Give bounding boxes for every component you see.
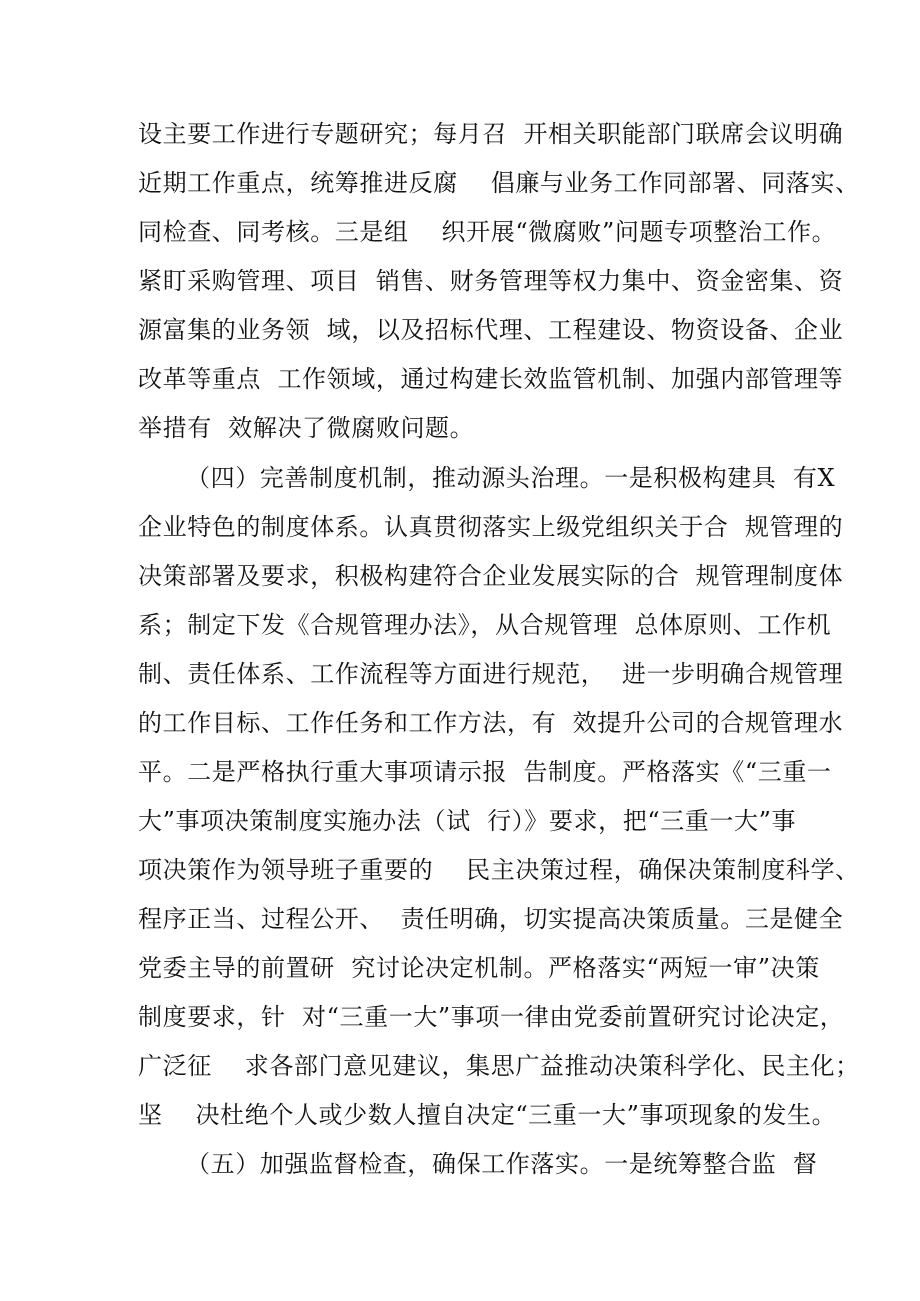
- body-text-line: 设主要工作进行专题研究；每月召 开相关职能部门联席会议明确: [138, 120, 844, 148]
- body-text-line: 举措有 效解决了微腐败问题。: [138, 414, 475, 442]
- body-text-line: 紧盯采购管理、项目 销售、财务管理等权力集中、资金密集、资: [138, 267, 844, 295]
- body-text-line: 的工作目标、工作任务和工作方法，有 效提升公司的合规管理水: [138, 709, 844, 737]
- section-heading-line: （五）加强监督检查，确保工作落实。一是统筹整合监 督: [186, 1150, 818, 1178]
- body-text-line: 程序正当、过程公开、 责任明确，切实提高决策质量。三是健全: [138, 905, 844, 933]
- body-text-line: 党委主导的前置研 究讨论决定机制。严格落实“两短一审”决策: [138, 954, 820, 982]
- body-text-line: 坚 决杜绝个人或少数人擅自决定“三重一大”事项现象的发生。: [138, 1101, 837, 1129]
- body-text-line: 平。二是严格执行重大事项请示报 告制度。严格落实《“三重一: [138, 758, 832, 786]
- body-text-line: 广泛征 求各部门意见建议，集思广益推动决策科学化、民主化；: [138, 1052, 860, 1080]
- body-text-line: 改革等重点 工作领域，通过构建长效监管机制、加强内部管理等: [138, 365, 844, 393]
- section-heading-line: （四）完善制度机制，推动源头治理。一是积极构建具 有X: [186, 464, 836, 492]
- body-text-line: 系；制定下发《合规管理办法》，从合规管理 总体原则、工作机: [138, 611, 832, 639]
- body-text-line: 同检查、同考核。三是组 织开展“微腐败”问题专项整治工作。: [138, 218, 837, 246]
- body-text-line: 源富集的业务领 域，以及招标代理、工程建设、物资设备、企业: [138, 316, 844, 344]
- body-text-line: 大”事项决策制度实施办法（试 行）》要求，把“三重一大”事: [138, 807, 797, 835]
- body-text-line: 制度要求，针 对“三重一大”事项一律由党委前置研究讨论决定，: [138, 1003, 845, 1031]
- body-text-line: 项决策作为领导班子重要的 民主决策过程，确保决策制度科学、: [138, 856, 860, 884]
- body-text-line: 制、责任体系、工作流程等方面进行规范， 进一步明确合规管理: [138, 660, 844, 688]
- body-text-line: 决策部署及要求，积极构建符合企业发展实际的合 规管理制度体: [138, 562, 844, 590]
- body-text-line: 企业特色的制度体系。认真贯彻落实上级党组织关于合 规管理的: [138, 513, 844, 541]
- body-text-line: 近期工作重点，统筹推进反腐 倡廉与业务工作同部署、同落实、: [138, 169, 860, 197]
